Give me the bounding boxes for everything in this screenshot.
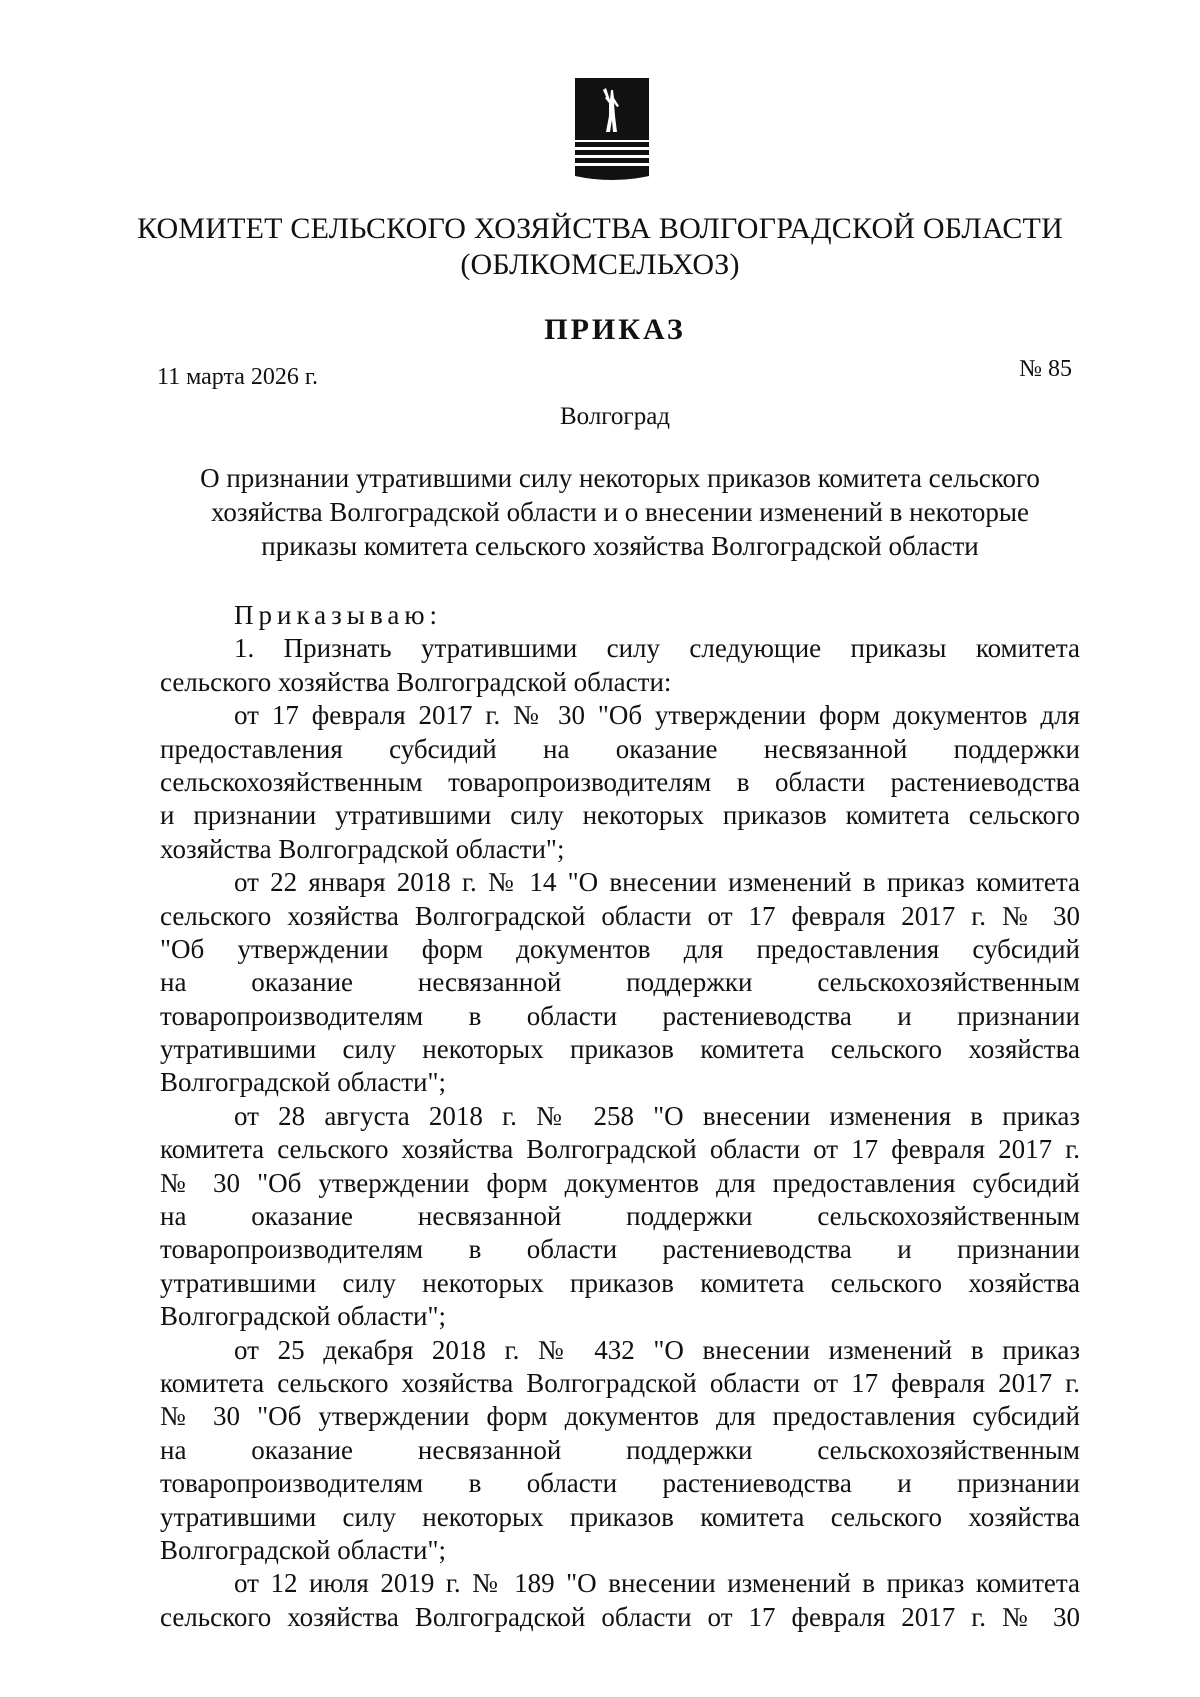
body-line: от 22 января 2018 г. № 14 "О внесении изменений в приказ комитета [234, 867, 1080, 898]
body-line: комитета сельского хозяйства Волгоградской области от 17 февраля 2017 г. [160, 1134, 1080, 1165]
organization-abbreviation: (ОБЛКОМСЕЛЬХОЗ) [460, 248, 740, 281]
organization-name: КОМИТЕТ СЕЛЬСКОГО ХОЗЯЙСТВА ВОЛГОГРАДСКОЙ ОБЛАСТИ [137, 212, 1063, 245]
body-line: и признании утратившими силу некоторых приказов комитета сельского [160, 800, 1080, 831]
body-line: от 12 июля 2019 г. № 189 "О внесении изменений в приказ комитета [234, 1568, 1080, 1599]
body-line: утратившими силу некоторых приказов комитета сельского хозяйства [160, 1501, 1080, 1532]
body-line: сельского хозяйства Волгоградской области: [160, 666, 672, 697]
body-line: Волгоградской области"; [160, 1067, 447, 1098]
body-line: товаропроизводителям в области растениеводства и признании [160, 1468, 1080, 1499]
body-line: 1. Признать утратившими силу следующие приказы комитета [234, 633, 1080, 664]
body-line: на оказание несвязанной поддержки сельскохозяйственным [160, 1201, 1080, 1232]
body-line: хозяйства Волгоградской области"; [160, 833, 565, 864]
body-line: от 25 декабря 2018 г. № 432 "О внесении изменений в приказ [234, 1334, 1080, 1365]
body-line: "Об утверждении форм документов для предоставления субсидий [160, 933, 1080, 964]
subject-line: хозяйства Волгоградской области и о внесении изменений в некоторые [210, 497, 1030, 527]
body-line: Волгоградской области"; [160, 1301, 447, 1332]
body-line: утратившими силу некоторых приказов комитета сельского хозяйства [160, 1034, 1080, 1065]
subject-line: приказы комитета сельского хозяйства Волгоградской области [261, 531, 979, 561]
order-word: Приказываю: [234, 600, 442, 630]
volgograd-coat-of-arms-icon [573, 76, 651, 186]
order-number: № 85 [1019, 356, 1072, 382]
body-line: комитета сельского хозяйства Волгоградской области от 17 февраля 2017 г. [160, 1367, 1080, 1398]
body-line: от 28 августа 2018 г. № 258 "О внесении изменения в приказ [234, 1100, 1080, 1131]
body-line: на оказание несвязанной поддержки сельскохозяйственным [160, 967, 1080, 998]
body-line: утратившими силу некоторых приказов комитета сельского хозяйства [160, 1267, 1080, 1298]
body-line: сельского хозяйства Волгоградской области от 17 февраля 2017 г. № 30 [160, 900, 1080, 931]
document-type-title: ПРИКАЗ [544, 313, 686, 346]
body-line: сельского хозяйства Волгоградской области от 17 февраля 2017 г. № 30 [160, 1601, 1080, 1632]
body-line: товаропроизводителям в области растениеводства и признании [160, 1000, 1080, 1031]
subject-line: О признании утратившими силу некоторых приказов комитета сельского [200, 463, 1040, 493]
body-line: № 30 "Об утверждении форм документов для предоставления субсидий [160, 1167, 1080, 1198]
body-line: на оказание несвязанной поддержки сельскохозяйственным [160, 1434, 1080, 1465]
body-line: сельскохозяйственным товаропроизводителям в области растениеводства [160, 766, 1080, 797]
body-line: предоставления субсидий на оказание несвязанной поддержки [160, 733, 1080, 764]
body-line: товаропроизводителям в области растениеводства и признании [160, 1234, 1080, 1265]
body-line: от 17 февраля 2017 г. № 30 "Об утверждении форм документов для [234, 700, 1080, 731]
order-date: 11 марта 2026 г. [157, 364, 319, 390]
order-subject [150, 461, 1090, 563]
body-line: Волгоградской области"; [160, 1534, 447, 1565]
order-body [160, 599, 1080, 1634]
order-city: Волгоград [559, 403, 671, 430]
body-line: № 30 "Об утверждении форм документов для предоставления субсидий [160, 1401, 1080, 1432]
